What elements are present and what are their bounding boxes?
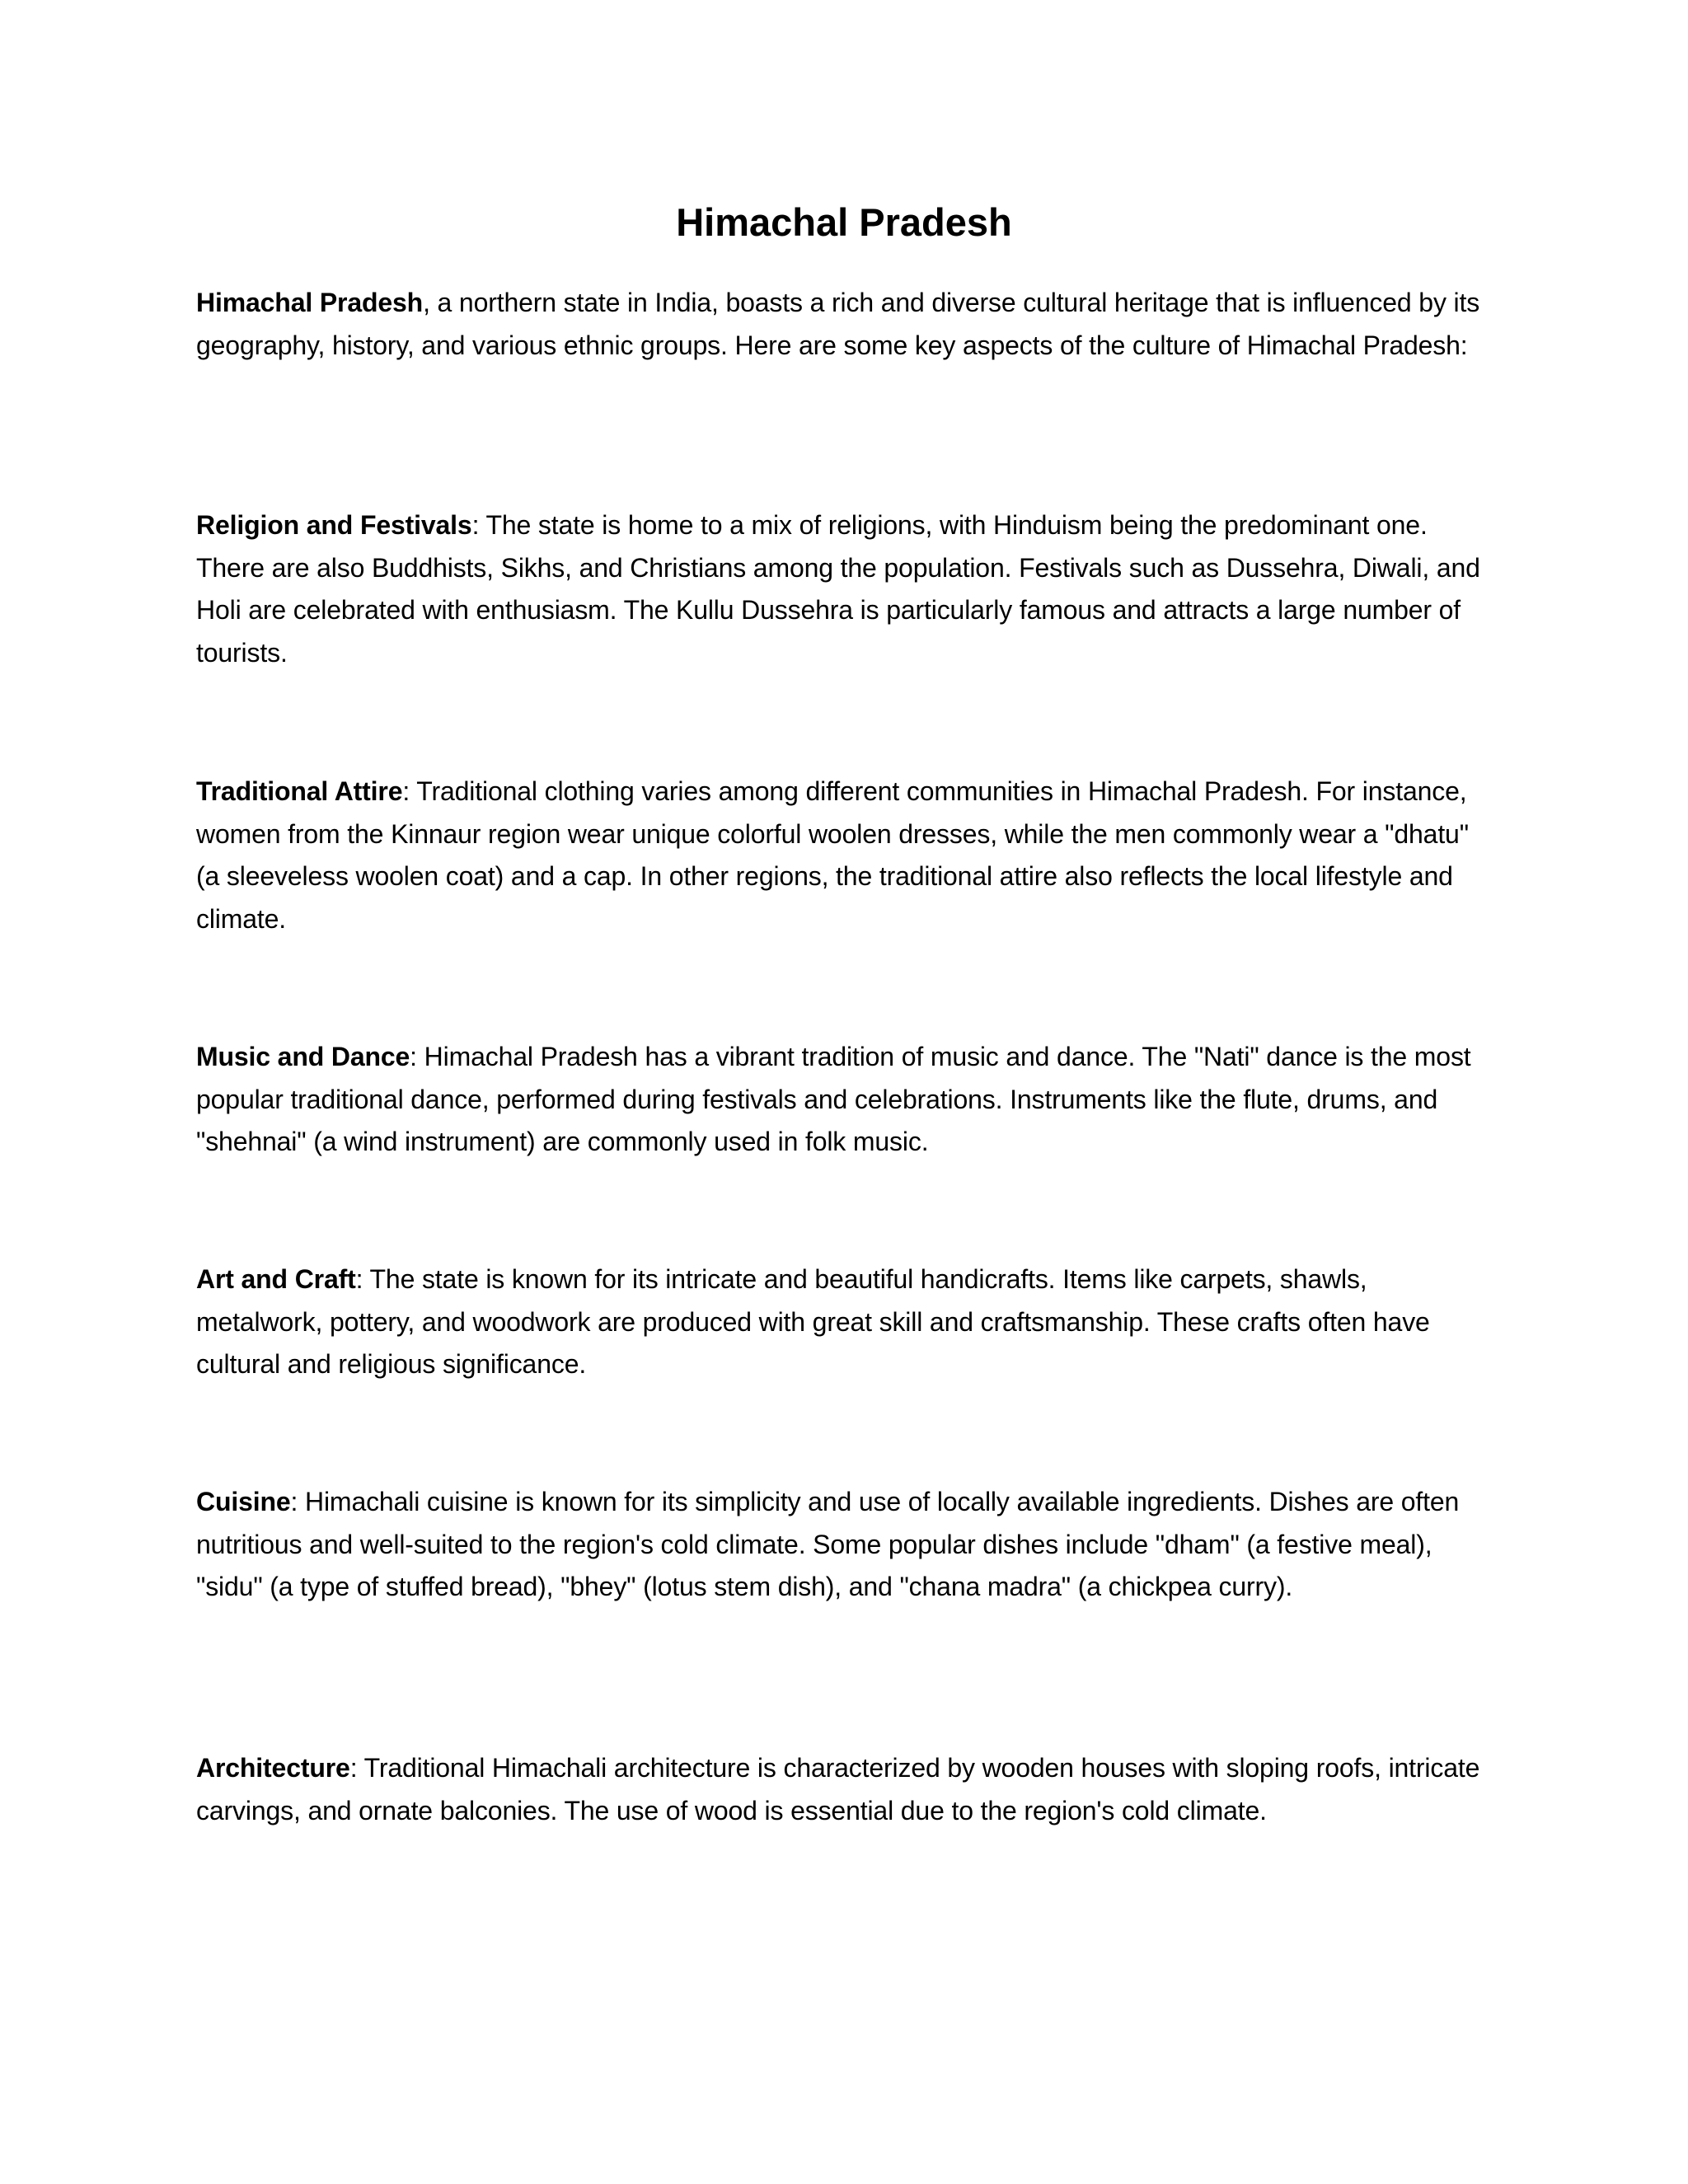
attire-heading: Traditional Attire bbox=[196, 776, 403, 806]
intro-text: , a northern state in India, boasts a rich and diverse cultural heritage that is influenced by its geography, history, and various ethnic groups. Here are some key aspects of the culture of Himachal Pradesh: bbox=[196, 288, 1480, 360]
architecture-text: : Traditional Himachali architecture is characterized by wooden houses with sloping roofs, intricate carvings, and ornate balconies. The use of wood is essential due to the region's cold climate. bbox=[196, 1753, 1480, 1825]
music-heading: Music and Dance bbox=[196, 1042, 410, 1071]
cuisine-paragraph bbox=[196, 1481, 1498, 1609]
architecture-paragraph bbox=[196, 1747, 1498, 1832]
music-text: : Himachal Pradesh has a vibrant tradition of music and dance. The "Nati" dance is the most popular traditional dance, performed during festivals and celebrations. Instruments like the flute, drums, and "shehnai" (a wind instrument) are commonly used in folk music. bbox=[196, 1042, 1471, 1156]
page-title: Himachal Pradesh bbox=[676, 200, 1012, 244]
religion-heading: Religion and Festivals bbox=[196, 510, 472, 540]
music-paragraph bbox=[196, 1036, 1498, 1164]
art-paragraph bbox=[196, 1258, 1498, 1386]
art-text: : The state is known for its intricate and beautiful handicrafts. Items like carpets, shawls, metalwork, pottery, and woodwork are produced with great skill and craftsmanship. These crafts often have cultural and religious significance. bbox=[196, 1264, 1430, 1379]
intro-paragraph bbox=[196, 282, 1498, 367]
attire-paragraph bbox=[196, 771, 1498, 940]
art-heading: Art and Craft bbox=[196, 1264, 356, 1294]
attire-text: : Traditional clothing varies among different communities in Himachal Pradesh. For instance, women from the Kinnaur region wear unique colorful woolen dresses, while the men commonly wear a "dhatu" (a sleeveless woolen coat) and a cap. In other regions, the traditional attire also reflects the local lifestyle and climate. bbox=[196, 776, 1469, 934]
cuisine-text: : Himachali cuisine is known for its simplicity and use of locally available ingredients. Dishes are often nutritious and well-suited to the region's cold climate. Some popular dishes include "dham" (a festive meal), "sidu" (a type of stuffed bread), "bhey" (lotus stem dish), and "chana madra" (a chickpea curry). bbox=[196, 1487, 1460, 1601]
architecture-heading: Architecture bbox=[196, 1753, 350, 1783]
religion-paragraph bbox=[196, 504, 1498, 674]
cuisine-heading: Cuisine bbox=[196, 1487, 291, 1516]
intro-heading: Himachal Pradesh bbox=[196, 288, 424, 317]
religion-text: : The state is home to a mix of religions, with Hinduism being the predominant one. There are also Buddhists, Sikhs, and Christians among the population. Festivals such as Dussehra, Diwali, and Holi are celebrated with enthusiasm. The Kullu Dussehra is particularly famous and attracts a large number of tourists. bbox=[196, 510, 1480, 668]
